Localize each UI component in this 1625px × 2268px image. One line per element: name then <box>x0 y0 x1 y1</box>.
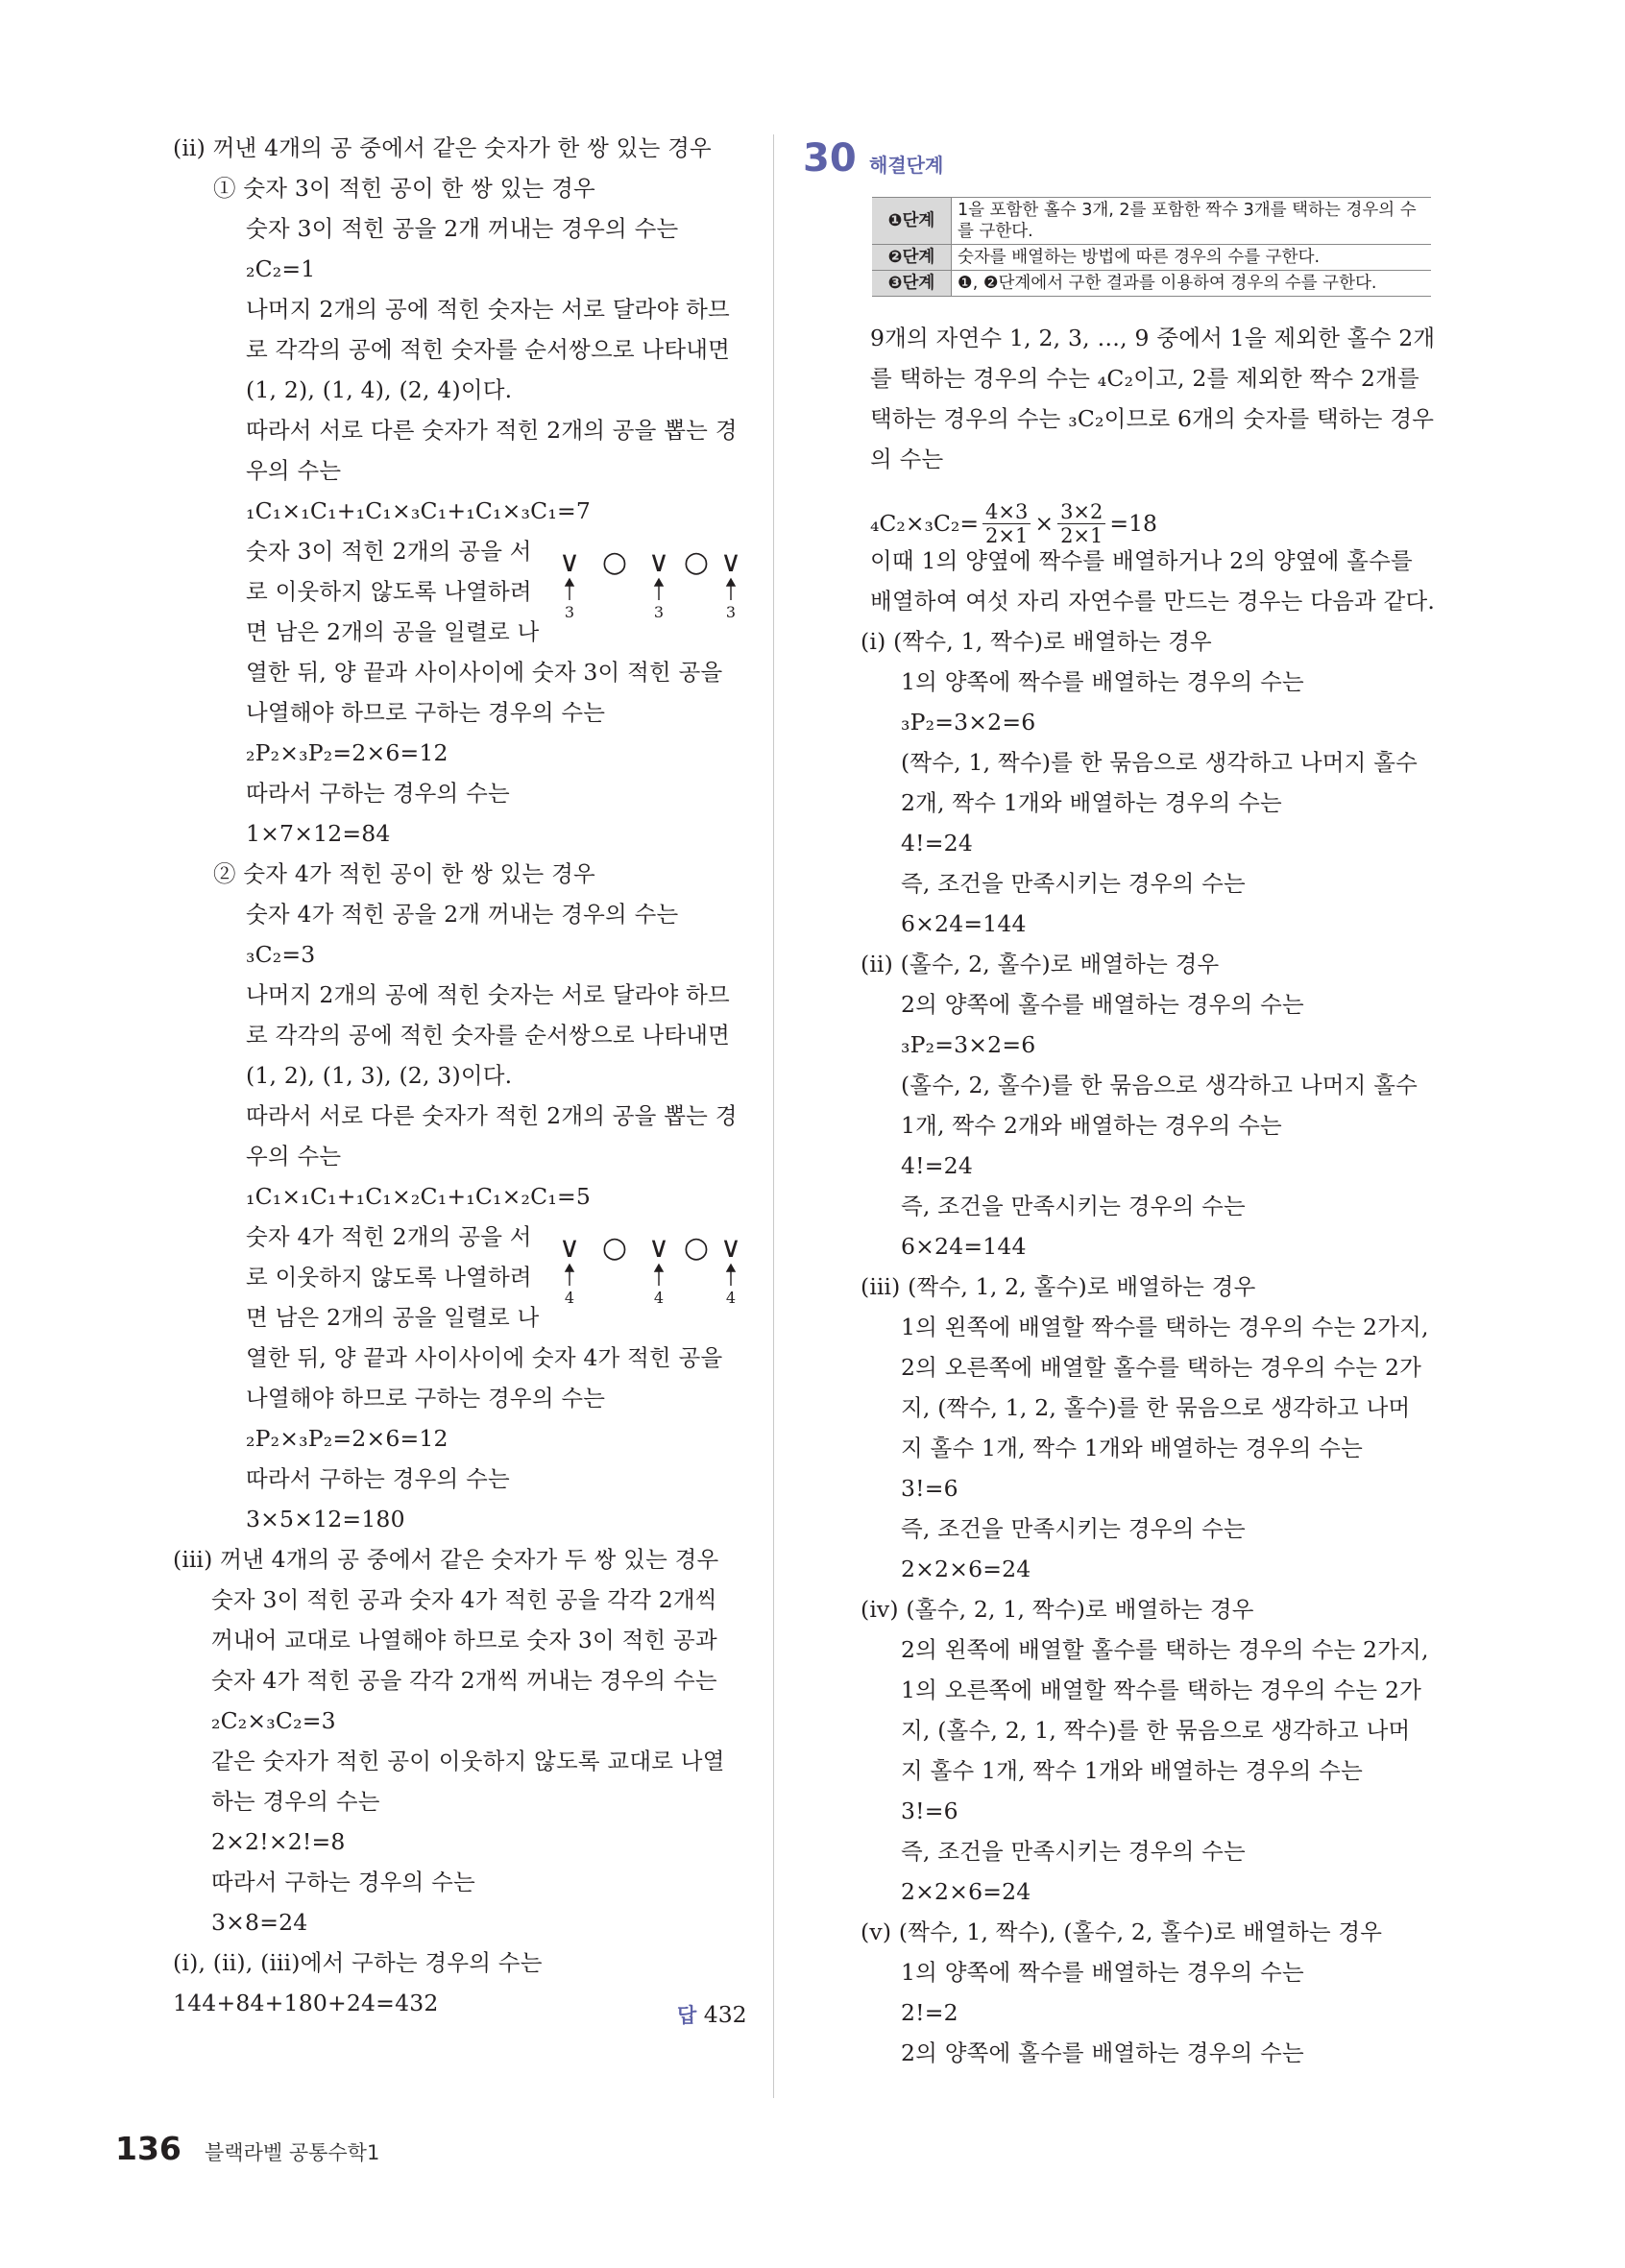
solution-steps-table <box>872 197 1431 297</box>
text-line: 2의 오른쪽에 배열할 홀수를 택하는 경우의 수는 2가 <box>901 1354 1422 1381</box>
text-line: (ⅰ) (짝수, 1, 짝수)로 배열하는 경우 <box>861 628 1212 655</box>
text-line: 우의 수는 <box>246 1143 342 1170</box>
text-line: 지, (짝수, 1, 2, 홀수)를 한 묶음으로 생각하고 나머 <box>901 1394 1411 1421</box>
step-row <box>872 271 1431 297</box>
text-line: 꺼내어 교대로 나열해야 하므로 숫자 3이 적힌 공과 <box>211 1627 717 1653</box>
text-line: 144+84+180+24=432 <box>173 1990 439 2016</box>
text-line: 6×24=144 <box>901 910 1027 937</box>
text-line: 즉, 조건을 만족시키는 경우의 수는 <box>901 1838 1246 1865</box>
question-number: 30 <box>803 136 857 181</box>
text-line: 2×2×6=24 <box>901 1556 1031 1582</box>
text-line: (ⅰ), (ⅱ), (ⅲ)에서 구하는 경우의 수는 <box>173 1949 543 1976</box>
diagram-symbol: ∨ <box>720 1231 741 1265</box>
text-line: (ⅲ) 꺼낸 4개의 공 중에서 같은 숫자가 두 쌍 있는 경우 <box>173 1546 719 1573</box>
text-line: 숫자 4가 적힌 공을 각각 2개씩 꺼내는 경우의 수는 <box>211 1667 717 1694</box>
text-line: 우의 수는 <box>246 457 342 484</box>
fraction <box>1057 500 1105 547</box>
text-line: 따라서 구하는 경우의 수는 <box>211 1869 475 1895</box>
step-stage: ❷단계 <box>872 245 952 271</box>
text-line: 1의 양쪽에 짝수를 배열하는 경우의 수는 <box>901 1959 1304 1986</box>
text-line: 지, (홀수, 2, 1, 짝수)를 한 묶음으로 생각하고 나머 <box>901 1717 1411 1744</box>
text-line: 나열해야 하므로 구하는 경우의 수는 <box>246 699 606 726</box>
text-line: 2×2×6=24 <box>901 1878 1031 1905</box>
text-line: 즉, 조건을 만족시키는 경우의 수는 <box>901 1515 1246 1542</box>
diagram-digit: 3 <box>653 603 665 621</box>
diagram-symbol: ∨ <box>559 545 580 579</box>
fraction-numerator: 3×2 <box>1057 500 1105 524</box>
text-line: 즉, 조건을 만족시키는 경우의 수는 <box>901 1193 1246 1219</box>
diagram-symbol: ∨ <box>559 1231 580 1265</box>
step-description: ❶, ❷단계에서 구한 결과를 이용하여 경우의 수를 구한다. <box>952 271 1432 297</box>
text-line: 면 남은 2개의 공을 일렬로 나 <box>246 1304 540 1331</box>
text-line: (홀수, 2, 홀수)를 한 묶음으로 생각하고 나머지 홀수 <box>901 1072 1419 1098</box>
text-line: 즉, 조건을 만족시키는 경우의 수는 <box>901 870 1246 897</box>
text-line: 9개의 자연수 1, 2, 3, …, 9 중에서 1을 제외한 홀수 2개 <box>870 325 1436 351</box>
fraction-formula <box>870 495 1157 552</box>
text-line: 2×2!×2!=8 <box>211 1828 346 1855</box>
text-line: (ⅴ) (짝수, 1, 짝수), (홀수, 2, 홀수)로 배열하는 경우 <box>861 1918 1383 1945</box>
answer-value: 432 <box>703 2001 747 2028</box>
text-line: 이때 1의 양옆에 짝수를 배열하거나 2의 양옆에 홀수를 <box>870 547 1413 574</box>
page-number: 136 <box>115 2130 182 2167</box>
step-row <box>872 245 1431 271</box>
text-line: 나열해야 하므로 구하는 경우의 수는 <box>246 1385 606 1411</box>
diagram-digit: 3 <box>564 603 575 621</box>
text-line: 4!=24 <box>901 830 973 857</box>
text-line: ₃P₂=3×2=6 <box>901 709 1036 736</box>
text-line: 열한 뒤, 양 끝과 사이사이에 숫자 4가 적힌 공을 <box>246 1344 723 1371</box>
text-line: 지 홀수 1개, 짝수 1개와 배열하는 경우의 수는 <box>901 1757 1363 1784</box>
text-line: (짝수, 1, 짝수)를 한 묶음으로 생각하고 나머지 홀수 <box>901 749 1419 776</box>
text-line: ₂C₂×₃C₂=3 <box>211 1707 336 1734</box>
text-line: 따라서 구하는 경우의 수는 <box>246 1465 510 1492</box>
text-line: 숫자 3이 적힌 공을 2개 꺼내는 경우의 수는 <box>246 215 679 242</box>
formula-lead: ₄C₂×₃C₂= <box>870 510 980 537</box>
text-line: 따라서 서로 다른 숫자가 적힌 2개의 공을 뽑는 경 <box>246 1102 738 1129</box>
text-line: (ⅱ) (홀수, 2, 홀수)로 배열하는 경우 <box>861 951 1220 977</box>
solution-steps-label: 해결단계 <box>869 154 944 177</box>
fraction-denominator: 2×1 <box>1060 523 1104 547</box>
text-line: ① 숫자 3이 적힌 공이 한 쌍 있는 경우 <box>213 175 595 202</box>
text-line: 나머지 2개의 공에 적힌 숫자는 서로 달라야 하므 <box>246 296 730 323</box>
formula-result: =18 <box>1109 510 1157 537</box>
text-line: 2의 왼쪽에 배열할 홀수를 택하는 경우의 수는 2가지, <box>901 1636 1429 1663</box>
text-line: 로 각각의 공에 적힌 숫자를 순서쌍으로 나타내면 <box>246 1022 731 1049</box>
text-line: ₃P₂=3×2=6 <box>901 1031 1036 1058</box>
text-line: ② 숫자 4가 적힌 공이 한 쌍 있는 경우 <box>213 860 595 887</box>
text-line: 나머지 2개의 공에 적힌 숫자는 서로 달라야 하므 <box>246 981 730 1008</box>
text-line: 열한 뒤, 양 끝과 사이사이에 숫자 3이 적힌 공을 <box>246 659 723 686</box>
diagram-symbol: ○ <box>683 1231 710 1265</box>
text-line: 면 남은 2개의 공을 일렬로 나 <box>246 618 540 645</box>
fraction <box>982 500 1031 547</box>
fraction-numerator: 4×3 <box>982 500 1031 524</box>
diagram-digit: 4 <box>725 1289 737 1307</box>
diagram-symbol: ○ <box>601 1231 628 1265</box>
diagram-digit: 4 <box>653 1289 665 1307</box>
text-line: (ⅱ) 꺼낸 4개의 공 중에서 같은 숫자가 한 쌍 있는 경우 <box>173 134 712 161</box>
text-line: 1의 오른쪽에 배열할 짝수를 택하는 경우의 수는 2가 <box>901 1677 1422 1703</box>
text-line: 숫자 3이 적힌 2개의 공을 서 <box>246 538 532 565</box>
arrangement-diagram-3 <box>559 544 754 621</box>
book-title: 블랙라벨 공통수학1 <box>205 2141 380 2164</box>
text-line: 2개, 짝수 1개와 배열하는 경우의 수는 <box>901 789 1282 816</box>
text-line: ₁C₁×₁C₁+₁C₁×₃C₁+₁C₁×₃C₁=7 <box>246 497 592 524</box>
text-line: 1의 양쪽에 짝수를 배열하는 경우의 수는 <box>901 668 1304 695</box>
text-line: 로 이웃하지 않도록 나열하려 <box>246 578 532 605</box>
text-line: 3!=6 <box>901 1475 958 1502</box>
text-line: 의 수는 <box>870 446 944 472</box>
formula-times: × <box>1034 510 1055 537</box>
fraction-denominator: 2×1 <box>985 523 1029 547</box>
text-line: (1, 2), (1, 4), (2, 4)이다. <box>246 376 513 403</box>
diagram-digit: 3 <box>725 603 737 621</box>
text-line: 6×24=144 <box>901 1233 1027 1260</box>
text-line: 숫자 4가 적힌 공을 2개 꺼내는 경우의 수는 <box>246 901 679 928</box>
text-line: ₃C₂=3 <box>246 941 316 968</box>
text-line: 를 택하는 경우의 수는 ₄C₂이고, 2를 제외한 짝수 2개를 <box>870 365 1419 392</box>
diagram-digit: 4 <box>564 1289 575 1307</box>
step-description: 1을 포함한 홀수 3개, 2를 포함한 짝수 3개를 택하는 경우의 수를 구한다. <box>952 198 1432 245</box>
text-line: 지 홀수 1개, 짝수 1개와 배열하는 경우의 수는 <box>901 1435 1363 1461</box>
step-description: 숫자를 배열하는 방법에 따른 경우의 수를 구한다. <box>952 245 1432 271</box>
text-line: (1, 2), (1, 3), (2, 3)이다. <box>246 1062 513 1089</box>
text-line: 3×5×12=180 <box>246 1506 405 1532</box>
text-line: 1개, 짝수 2개와 배열하는 경우의 수는 <box>901 1112 1282 1139</box>
text-line: 로 이웃하지 않도록 나열하려 <box>246 1264 532 1291</box>
text-line: 1×7×12=84 <box>246 820 391 847</box>
answer-label: 답 <box>677 2004 697 2027</box>
column-divider <box>773 134 774 2098</box>
diagram-symbol: ○ <box>683 545 710 579</box>
text-line: (ⅲ) (짝수, 1, 2, 홀수)로 배열하는 경우 <box>861 1273 1256 1300</box>
text-line: ₁C₁×₁C₁+₁C₁×₂C₁+₁C₁×₂C₁=5 <box>246 1183 592 1210</box>
text-line: 2의 양쪽에 홀수를 배열하는 경우의 수는 <box>901 991 1304 1018</box>
text-line: 로 각각의 공에 적힌 숫자를 순서쌍으로 나타내면 <box>246 336 731 363</box>
text-line: 3×8=24 <box>211 1909 308 1936</box>
diagram-symbol: ∨ <box>648 545 669 579</box>
text-line: ₂C₂=1 <box>246 255 316 282</box>
text-line: 4!=24 <box>901 1152 973 1179</box>
text-line: 3!=6 <box>901 1798 958 1824</box>
answer <box>677 2000 747 2029</box>
text-line: ₂P₂×₃P₂=2×6=12 <box>246 1425 449 1452</box>
arrangement-diagram-4 <box>559 1230 754 1307</box>
text-line: 2의 양쪽에 홀수를 배열하는 경우의 수는 <box>901 2039 1304 2066</box>
text-line: 숫자 3이 적힌 공과 숫자 4가 적힌 공을 각각 2개씩 <box>211 1586 717 1613</box>
text-line: 같은 숫자가 적힌 공이 이웃하지 않도록 교대로 나열 <box>211 1748 725 1774</box>
step-row <box>872 198 1431 245</box>
text-line: 하는 경우의 수는 <box>211 1788 380 1815</box>
text-line: (ⅳ) (홀수, 2, 1, 짝수)로 배열하는 경우 <box>861 1596 1254 1623</box>
step-stage: ❸단계 <box>872 271 952 297</box>
text-line: 택하는 경우의 수는 ₃C₂이므로 6개의 숫자를 택하는 경우 <box>870 405 1435 432</box>
text-line: ₂P₂×₃P₂=2×6=12 <box>246 739 449 766</box>
diagram-symbol: ∨ <box>648 1231 669 1265</box>
text-line: 1의 왼쪽에 배열할 짝수를 택하는 경우의 수는 2가지, <box>901 1314 1429 1340</box>
text-line: 2!=2 <box>901 1999 958 2026</box>
text-line: 배열하여 여섯 자리 자연수를 만드는 경우는 다음과 같다. <box>870 588 1436 615</box>
diagram-symbol: ∨ <box>720 545 741 579</box>
step-stage: ❶단계 <box>872 198 952 245</box>
text-line: 숫자 4가 적힌 2개의 공을 서 <box>246 1223 532 1250</box>
text-line: 따라서 구하는 경우의 수는 <box>246 780 510 807</box>
text-line: 따라서 서로 다른 숫자가 적힌 2개의 공을 뽑는 경 <box>246 417 738 444</box>
diagram-symbol: ○ <box>601 545 628 579</box>
